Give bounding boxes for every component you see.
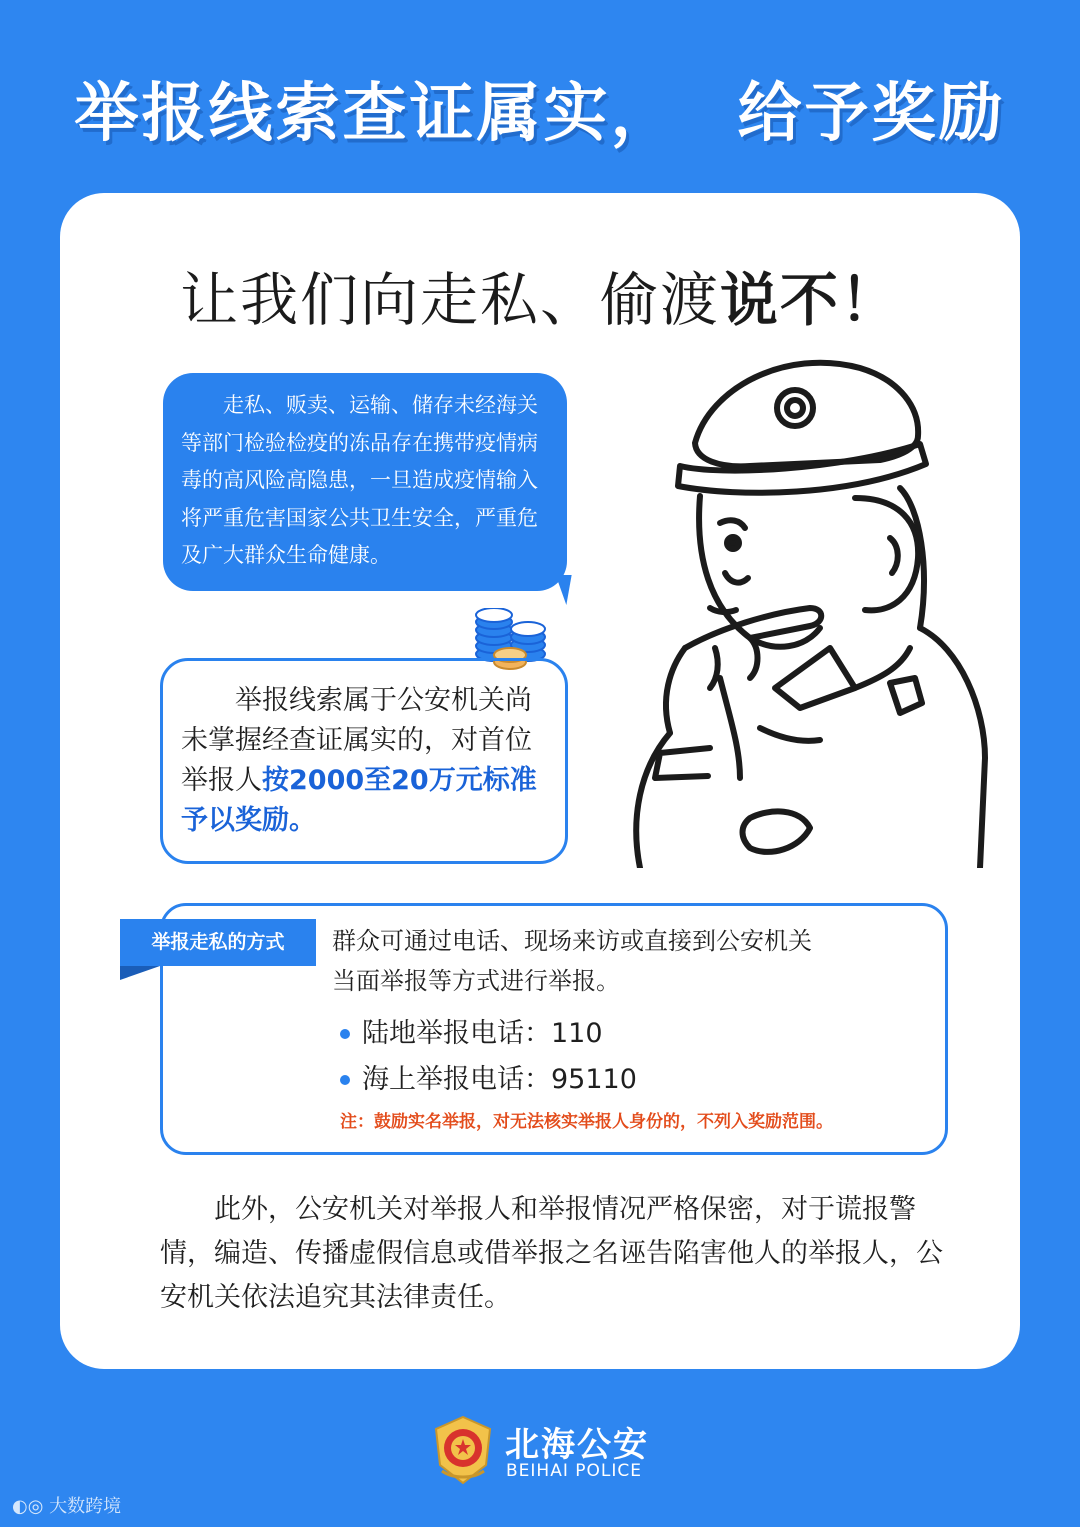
headline-normal: 让我们向走私、偷渡	[179, 266, 720, 334]
brand-name-en: BEIHAI POLICE	[506, 1461, 642, 1481]
page-title	[0, 62, 1080, 154]
phone-list	[340, 1011, 637, 1103]
tag-fold	[120, 966, 160, 980]
title-part2: 给予奖励	[737, 77, 1006, 151]
list-item	[340, 1011, 637, 1057]
report-method-text	[332, 921, 932, 1001]
risk-speech-bubble	[163, 373, 567, 591]
content-card	[60, 193, 1020, 1369]
phone-land: 陆地举报电话：110	[362, 1018, 603, 1049]
brand-name-cn: 北海公安	[505, 1425, 649, 1465]
report-method-tag: 举报走私的方式	[120, 919, 316, 966]
phone-sea: 海上举报电话：95110	[362, 1064, 637, 1095]
police-officer-illustration	[600, 348, 1000, 868]
reward-info-box	[160, 658, 568, 864]
bullet-icon	[340, 1075, 350, 1085]
headline	[60, 253, 1020, 337]
reward-highlight: 按2000至20万元标准予以奖励。	[181, 765, 537, 836]
method-line-2: 当面举报等方式进行举报。	[332, 967, 620, 995]
title-part1: 举报线索查证属实，	[74, 77, 678, 151]
headline-bold: 说不！	[720, 266, 901, 334]
confidentiality-paragraph: 此外，公安机关对举报人和举报情况严格保密，对于谎报警情，编造、传播虚假信息或借举报之名诬告陷害他人的举报人，公安机关依法追究其法律责任。	[160, 1194, 943, 1313]
method-line-1: 群众可通过电话、现场来访或直接到公安机关	[332, 927, 812, 955]
bubble-tail	[550, 575, 571, 605]
risk-text: 走私、贩卖、运输、储存未经海关等部门检验检疫的冻品存在携带疫情病毒的高风险高隐患，一旦造成疫情输入将严重危害国家公共卫生安全，严重危及广大群众生命健康。	[181, 393, 538, 567]
reward-text: 举报线索属于公安机关尚未掌握经查证属实的，对首位举报人	[181, 685, 532, 796]
watermark-logo-icon: ◐◎	[12, 1496, 50, 1517]
bullet-icon	[340, 1029, 350, 1039]
watermark	[12, 1492, 121, 1518]
confidentiality-text	[160, 1188, 960, 1320]
watermark-text: 大数跨境	[49, 1496, 122, 1517]
list-item	[340, 1057, 637, 1103]
police-badge-icon	[428, 1415, 498, 1485]
note-text: 注：鼓励实名举报，对无法核实举报人身份的，不列入奖励范围。	[340, 1112, 833, 1132]
